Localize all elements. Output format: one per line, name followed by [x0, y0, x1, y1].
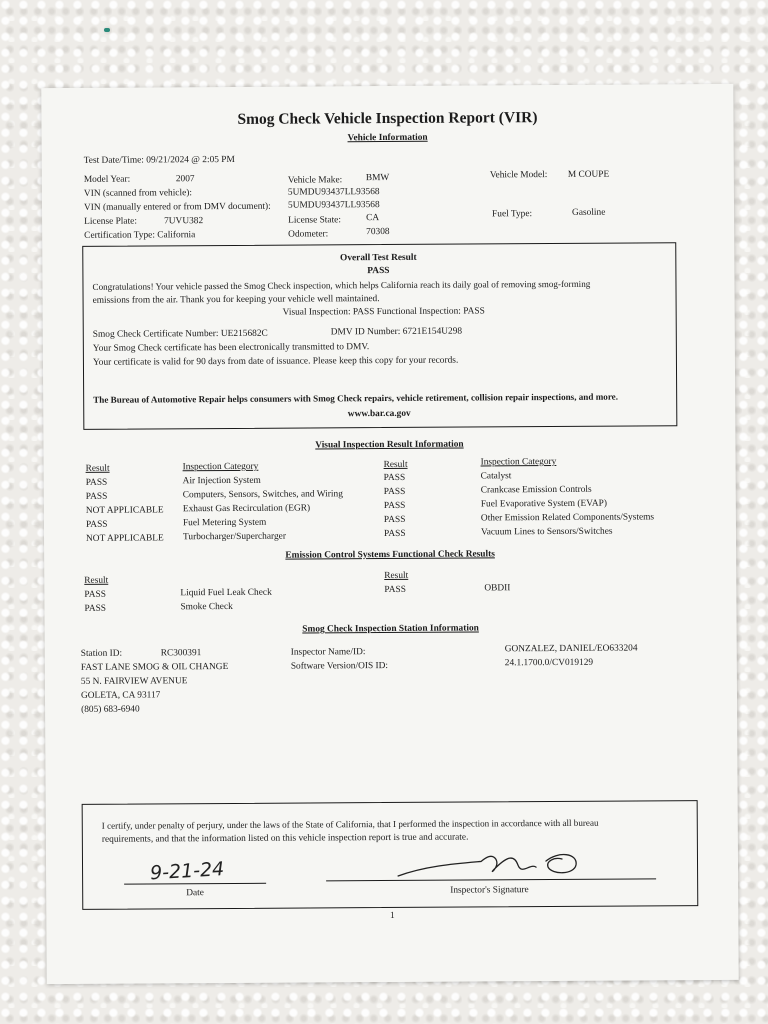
- functional-left-result: PASS: [84, 603, 107, 614]
- visual-left-category: Fuel Metering System: [182, 517, 267, 529]
- visual-left-result: NOT APPLICABLE: [85, 505, 164, 516]
- visual-right-result: PASS: [383, 472, 406, 484]
- visual-right-category: Fuel Evaporative System (EVAP): [480, 498, 607, 510]
- visual-right-category: Catalyst: [480, 471, 512, 482]
- visual-left-result: PASS: [85, 491, 108, 502]
- functional-left-category: Smoke Check: [180, 601, 233, 613]
- certificate-number: Smog Check Certificate Number: UE215682C: [92, 328, 268, 340]
- visual-right-result: PASS: [383, 514, 406, 526]
- visual-right-category: Vacuum Lines to Sensors/Switches: [480, 526, 613, 538]
- test-datetime: Test Date/Time: 09/21/2024 @ 2:05 PM: [83, 154, 235, 166]
- congrats-line-2: emissions from the air. Thank you for keeping your vehicle well maintained.: [92, 294, 380, 306]
- station-phone: (805) 683-6940: [81, 704, 140, 715]
- certification-statement-line-1: I certify, under penalty of perjury, under the laws of the State of California, that I performed the inspection in accordance with all bureau: [101, 817, 599, 831]
- vin-scanned-label: VIN (scanned from vehicle):: [83, 188, 192, 199]
- visual-right-category: Other Emission Related Components/Systems: [480, 512, 655, 524]
- fuel-type-label: Fuel Type:: [492, 209, 533, 220]
- license-state-value: CA: [366, 213, 380, 224]
- visual-left-result: PASS: [85, 477, 108, 488]
- visual-right-category: Crankcase Emission Controls: [480, 484, 592, 496]
- document-title: Smog Check Vehicle Inspection Report (VIR): [237, 109, 538, 128]
- vir-document: [41, 84, 738, 984]
- carpet-lint-speck: [104, 28, 110, 32]
- visual-left-category-header: Inspection Category: [182, 461, 259, 473]
- inspector-name-label: Inspector Name/ID:: [290, 647, 366, 658]
- functional-left-result: PASS: [84, 589, 106, 600]
- station-address-2: GOLETA, CA 93117: [80, 690, 161, 701]
- validity-notice: Your certificate is valid for 90 days from date of issuance. Please keep this copy for your records.: [92, 355, 459, 368]
- transmitted-notice: Your Smog Check certificate has been electronically transmitted to DMV.: [92, 342, 370, 354]
- visual-right-result: PASS: [383, 500, 406, 512]
- certification-type: Certification Type: California: [84, 230, 196, 241]
- visual-right-result-header: Result: [383, 459, 408, 471]
- license-plate-value: 7UVU382: [164, 216, 204, 227]
- visual-left-category: Air Injection System: [182, 475, 261, 487]
- station-name: FAST LANE SMOG & OIL CHANGE: [80, 661, 229, 673]
- vehicle-info-heading: Vehicle Information: [347, 132, 428, 144]
- visual-left-result-header: Result: [85, 463, 110, 474]
- vin-manual-label: VIN (manually entered or from DMV document):: [83, 201, 271, 213]
- visual-left-category: Computers, Sensors, Switches, and Wiring: [182, 489, 343, 501]
- visual-left-result: PASS: [85, 519, 108, 530]
- congrats-line-1: Congratulations! Your vehicle passed the Smog Check inspection, which helps California reach its daily goal of removing smog-forming: [92, 278, 591, 292]
- functional-right-category: OBDII: [484, 583, 511, 594]
- vehicle-model-value: M COUPE: [567, 169, 610, 180]
- certification-statement-line-2: requirements, and that the information listed on this vehicle inspection report is true and accurate.: [101, 832, 469, 845]
- visual-left-category: Exhaust Gas Recirculation (EGR): [182, 503, 311, 515]
- visual-left-category: Turbocharger/Supercharger: [182, 531, 286, 543]
- fuel-type-value: Gasoline: [572, 207, 606, 218]
- station-id-value: RC300391: [160, 648, 202, 659]
- inspection-summary: Visual Inspection: PASS Functional Inspection: PASS: [282, 306, 485, 318]
- visual-right-category-header: Inspection Category: [480, 456, 557, 468]
- functional-left-result-header: Result: [84, 575, 109, 586]
- vehicle-model-label: Vehicle Model:: [489, 170, 548, 181]
- functional-check-heading: Emission Control Systems Functional Check Results: [285, 549, 495, 561]
- visual-left-result: NOT APPLICABLE: [85, 533, 164, 544]
- station-address-1: 55 N. FAIRVIEW AVENUE: [80, 676, 188, 687]
- functional-left-category: Liquid Fuel Leak Check: [180, 587, 272, 599]
- visual-right-result: PASS: [383, 486, 406, 498]
- visual-inspection-heading: Visual Inspection Result Information: [315, 439, 464, 451]
- certification-box: [82, 800, 699, 910]
- signature-label: Inspector's Signature: [450, 885, 529, 896]
- model-year-value: 2007: [175, 174, 195, 185]
- odometer-label: Odometer:: [288, 229, 329, 240]
- license-plate-label: License Plate:: [84, 216, 137, 227]
- station-id-label: Station ID:: [80, 648, 123, 659]
- overall-result-heading: Overall Test Result: [340, 252, 417, 264]
- vin-scanned-value: 5UMDU93437LL93568: [287, 187, 380, 198]
- functional-right-result: PASS: [384, 584, 406, 596]
- vin-manual-value: 5UMDU93437LL93568: [287, 200, 380, 211]
- handwritten-date: 9-21-24: [149, 858, 225, 885]
- bar-url: www.bar.ca.gov: [347, 408, 411, 420]
- vehicle-make-value: BMW: [365, 172, 390, 184]
- visual-right-result: PASS: [383, 528, 406, 540]
- station-info-heading: Smog Check Inspection Station Information: [302, 623, 479, 635]
- software-version-label: Software Version/OIS ID:: [290, 661, 389, 672]
- model-year-label: Model Year:: [83, 174, 131, 185]
- bar-notice: The Bureau of Automotive Repair helps consumers with Smog Check repairs, vehicle retirement, collision repair inspections, and more.: [93, 391, 619, 405]
- odometer-value: 70308: [366, 226, 390, 238]
- license-state-label: License State:: [288, 215, 341, 226]
- date-label: Date: [186, 888, 204, 899]
- inspector-name-value: GONZALEZ, DANIEL/EO633204: [504, 643, 638, 655]
- software-version-value: 24.1.1700.0/CV019129: [504, 657, 594, 669]
- functional-right-result-header: Result: [384, 570, 409, 582]
- vehicle-make-label: Vehicle Make:: [287, 175, 343, 186]
- page-number: 1: [389, 910, 395, 922]
- dmv-id-number: DMV ID Number: 6721E154U298: [330, 326, 463, 338]
- overall-result-value: PASS: [367, 265, 390, 277]
